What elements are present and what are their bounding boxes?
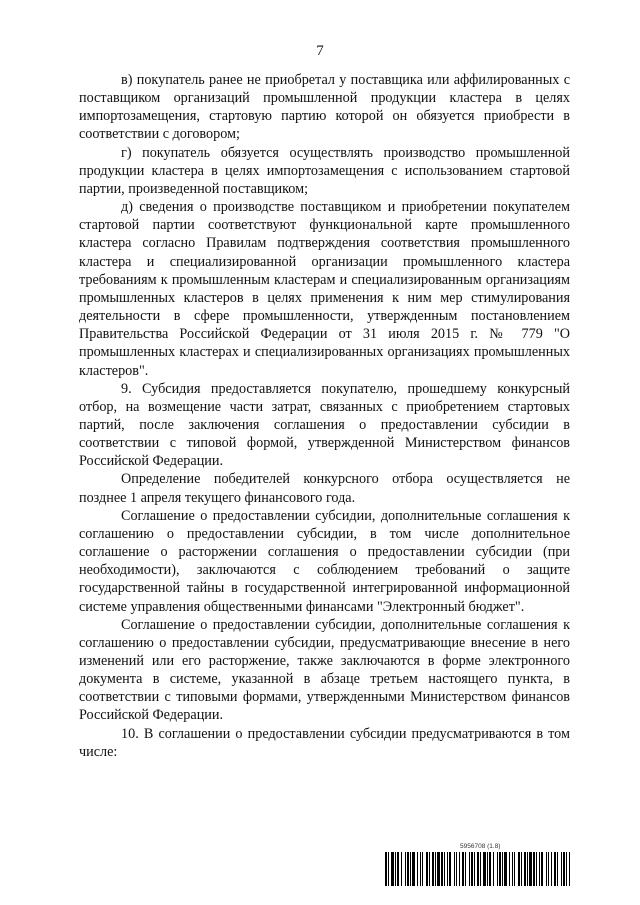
barcode-bar (483, 852, 486, 886)
barcode-bar (497, 852, 498, 886)
barcode-bar (563, 852, 565, 886)
barcode-bar (487, 852, 488, 886)
barcode-bar (504, 852, 507, 886)
barcode-bar (459, 852, 460, 886)
paragraph-clause-d: д) сведения о производстве поставщиком и приобретении покупателем стартовой партии соответствуют функциональной карте промышленного кластера согласно Правилам подтверждения соответствия промышленного кластера и специализированной организации промышленного кластера требованиям к промышленным кластерам и специализированным организациям промышленных кластеров в целях применения к ним мер стимулирования деятельности в сфере промышленности, утвержденным постановлением Правительства Российской Федерации от 31 июля 2015 г. № 779 "О промышленных кластерах и специализированных организациях промышленных кластеров". (79, 199, 570, 379)
paragraph-clause-g: г) покупатель обязуется осуществлять производство промышленной продукции кластера в целях импортозамещения с использованием стартовой партии, произведенной поставщиком; (79, 144, 570, 197)
barcode-bar (566, 852, 567, 886)
barcode-bar (480, 852, 481, 886)
barcode-bar (529, 852, 532, 886)
barcode-bar (477, 852, 479, 886)
barcode-bar (474, 852, 475, 886)
barcode-bar (569, 852, 570, 886)
paragraph-item-10: 10. В соглашении о предоставлении субсидии предусматриваются в том числе: (79, 725, 570, 760)
barcode-bar (426, 852, 428, 886)
paragraph-clause-v: в) покупатель ранее не приобретал у поставщика или аффилированных с поставщиком организаций промышленной продукции кластера в целях импортозамещения, стартовую партию которой он обязуется приобрести в соответствии с договором; (79, 72, 570, 143)
barcode-bar (557, 852, 558, 886)
barcode-bar (539, 852, 540, 886)
barcode-bar (471, 852, 473, 886)
barcode-bar (469, 852, 470, 886)
barcode-bar (432, 852, 434, 886)
barcode-bar (512, 852, 513, 886)
page-number: 7 (316, 43, 324, 59)
barcode-bar (456, 852, 457, 886)
barcode-bar (407, 852, 409, 886)
barcode-bar (518, 852, 520, 886)
barcode-bar (447, 852, 448, 886)
barcode-bar (435, 852, 436, 886)
barcode-bar (401, 852, 402, 886)
barcode-bar (489, 852, 491, 886)
barcode-bar (437, 852, 440, 886)
barcode-bar (429, 852, 430, 886)
barcode-bar (493, 852, 494, 886)
barcode-bar (509, 852, 510, 886)
document-code: 5956708 (1.8) (460, 843, 501, 850)
paragraph-agreement-electronic-budget: Соглашение о предоставлении субсидии, дополнительные соглашения к соглашению о предоставлении субсидии, в том числе дополнительное соглашение о расторжении соглашения о предоставлении субсидии (при необходимости), заключаются с соблюдением требований о защите государственной тайны в государственной интегрированной информационной системе управления общественными финансами "Электронный бюджет". (79, 507, 570, 615)
barcode-bar (536, 852, 537, 886)
barcode-bar (533, 852, 535, 886)
barcode-bar (405, 852, 406, 886)
barcode-bar (420, 852, 421, 886)
barcode-bar (465, 852, 466, 886)
barcode-bar (541, 852, 543, 886)
barcode-bar (449, 852, 451, 886)
document-body (79, 71, 570, 761)
barcode-bar (410, 852, 411, 886)
barcode-bar (385, 852, 387, 886)
barcode-bar (548, 852, 549, 886)
barcode (385, 852, 570, 886)
barcode-bar (514, 852, 515, 886)
barcode-bar (524, 852, 526, 886)
paragraph-agreement-electronic-form: Соглашение о предоставлении субсидии, дополнительные соглашения к соглашению о предоставлении субсидии, предусматривающие внесение в него изменений или его расторжение, также заключаются в форме электронного документа в системе, указанной в абзаце третьем настоящего пункта, в соответствии с типовыми формами, утвержденными Министерством финансов Российской Федерации. (79, 616, 570, 724)
barcode-bar (561, 852, 562, 886)
barcode-bar (395, 852, 396, 886)
paragraph-item-9: 9. Субсидия предоставляется покупателю, прошедшему конкурсный отбор, на возмещение части затрат, связанных с приобретением стартовых партий, после заключения соглашения о предоставлении субсидии в соответствии с типовой формой, утвержденной Министерством финансов Российской Федерации. (79, 380, 570, 470)
barcode-bar (412, 852, 415, 886)
barcode-bar (502, 852, 503, 886)
barcode-bar (454, 852, 455, 886)
barcode-bar (391, 852, 394, 886)
barcode-bar (521, 852, 522, 886)
barcode-bar (499, 852, 501, 886)
barcode-bar (554, 852, 556, 886)
barcode-bar (388, 852, 389, 886)
barcode-bar (462, 852, 464, 886)
barcode-bar (551, 852, 552, 886)
paragraph-winners-deadline: Определение победителей конкурсного отбора осуществляется не позднее 1 апреля текущего финансового года. (79, 471, 570, 506)
barcode-bar (441, 852, 443, 886)
barcode-bar (527, 852, 528, 886)
barcode-bar (422, 852, 423, 886)
barcode-bar (546, 852, 547, 886)
barcode-bar (444, 852, 445, 886)
barcode-bar (417, 852, 418, 886)
barcode-bar (397, 852, 399, 886)
